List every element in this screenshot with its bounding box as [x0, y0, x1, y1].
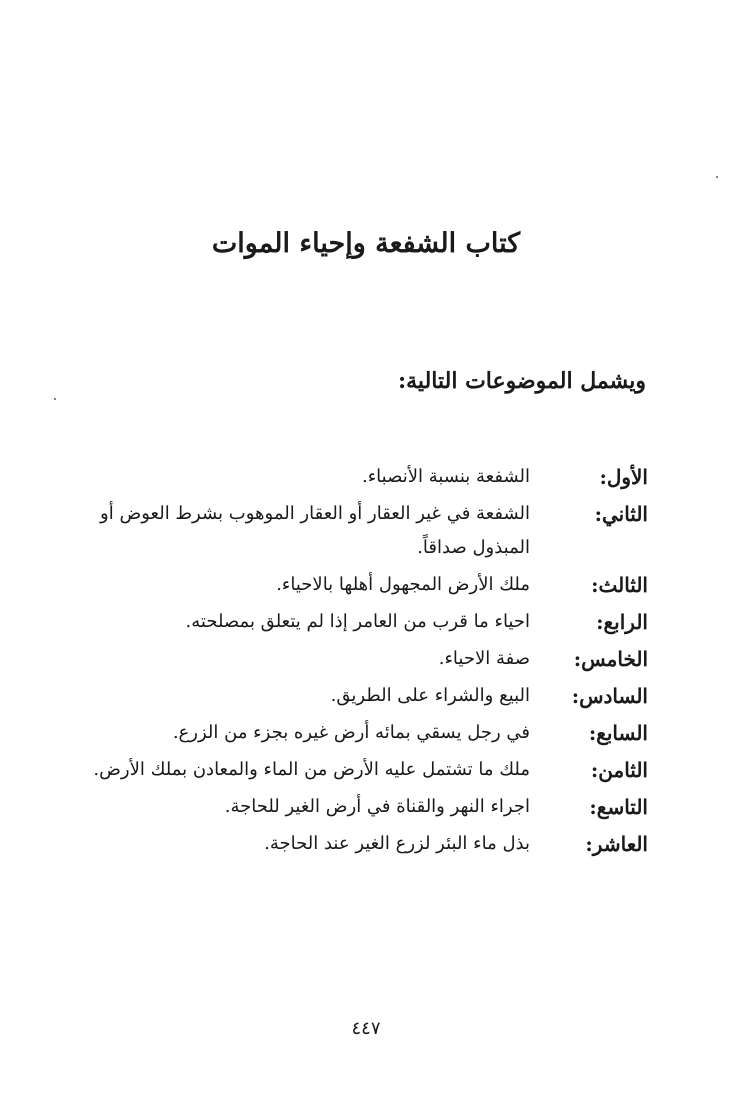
topic-item	[80, 605, 648, 639]
topic-text: في رجل يسقي بمائه أرض غيره بجزء من الزرع.	[172, 722, 530, 743]
paper-speck	[54, 398, 56, 400]
topic-label: السادس:	[571, 684, 648, 708]
topic-label: الخامس:	[573, 647, 648, 671]
paper-speck	[716, 176, 718, 178]
topic-label: الثالث:	[591, 573, 648, 597]
topic-item	[80, 753, 648, 787]
topic-label: العاشر:	[585, 832, 648, 856]
topic-label: الأول:	[599, 465, 648, 489]
topic-item	[80, 568, 648, 602]
topic-text: بذل ماء البئر لزرع الغير عند الحاجة.	[264, 833, 530, 854]
topic-text: صفة الاحياء.	[438, 648, 530, 669]
topics-intro: ويشمل الموضوعات التالية:	[398, 368, 646, 394]
topic-label: الثاني:	[594, 502, 648, 526]
topic-text: احياء ما قرب من العامر إذا لم يتعلق بمصلحته.	[185, 611, 530, 632]
topic-label: الرابع:	[596, 610, 648, 634]
topic-item	[80, 679, 648, 713]
topic-text: ملك الأرض المجهول أهلها بالاحياء.	[276, 574, 530, 595]
topic-label: الثامن:	[590, 758, 648, 782]
topics-list	[80, 460, 648, 864]
topic-item	[80, 790, 648, 824]
page-number: ٤٤٧	[351, 1018, 381, 1039]
topic-item	[80, 716, 648, 750]
topic-text: البيع والشراء على الطريق.	[330, 685, 530, 706]
topic-text: الشفعة بنسبة الأنصباء.	[362, 466, 530, 487]
topic-text: اجراء النهر والقناة في أرض الغير للحاجة.	[224, 796, 530, 817]
chapter-title: كتاب الشفعة وإحياء الموات	[211, 228, 521, 259]
topic-text: ملك ما تشتمل عليه الأرض من الماء والمعادن بملك الأرض.	[93, 759, 530, 780]
topic-item	[80, 460, 648, 494]
topic-item	[80, 642, 648, 676]
topic-item	[80, 827, 648, 861]
topic-label: التاسع:	[589, 795, 648, 819]
topic-item	[80, 497, 648, 565]
topic-label: السابع:	[588, 721, 648, 745]
topic-text: الشفعة في غير العقار أو العقار الموهوب بشرط العوض أو المبذول صداقاً.	[100, 503, 530, 558]
